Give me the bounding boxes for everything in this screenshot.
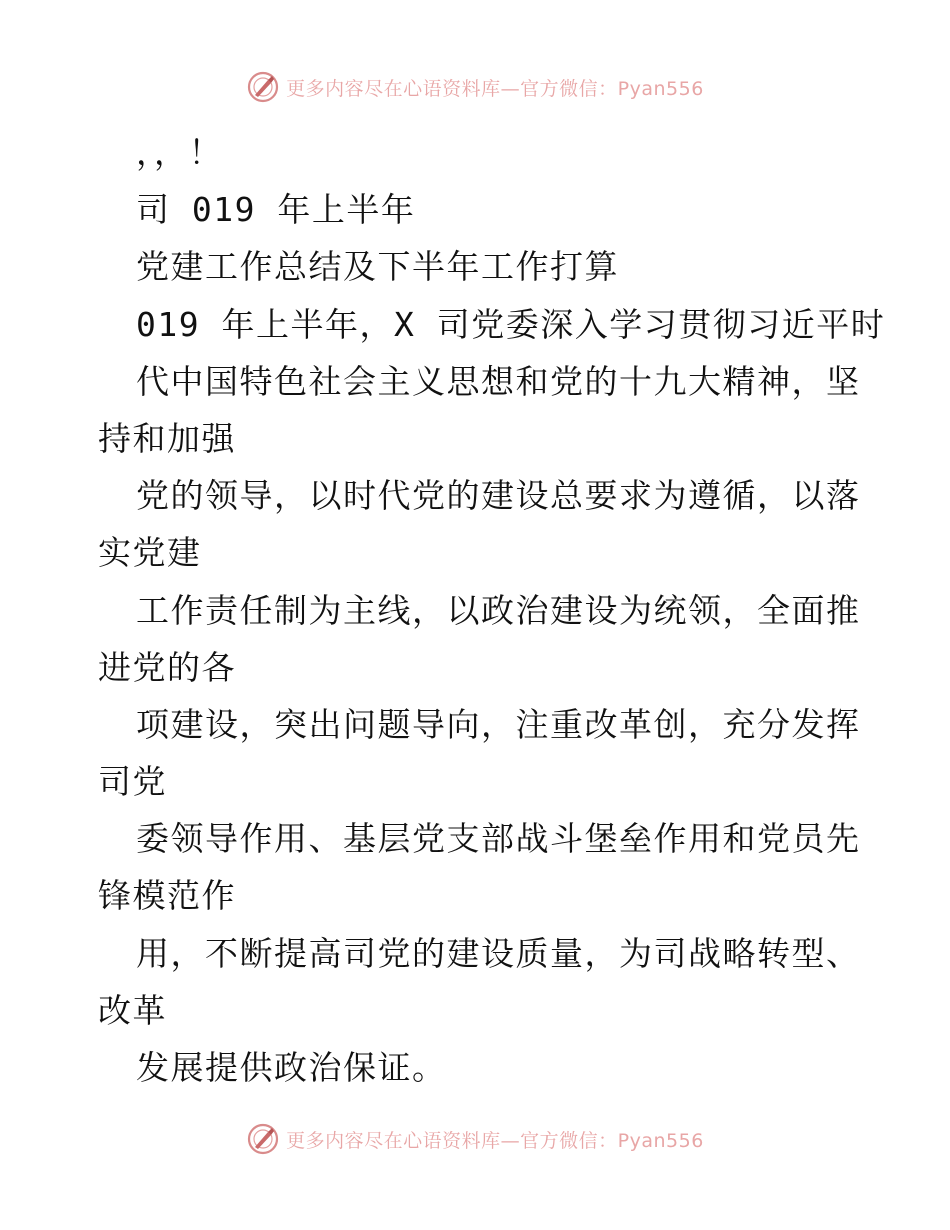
text-line: 代中国特色社会主义思想和党的十九大精神，坚 — [136, 361, 861, 401]
pen-logo-icon — [246, 1122, 280, 1156]
text-line: 委领导作用、基层党支部战斗堡垒作用和党员先 — [136, 819, 861, 859]
watermark-label: 更多内容尽在心语资料库—官方微信： — [286, 1129, 618, 1152]
watermark-wechat-id: Pyan556 — [617, 1129, 704, 1152]
text-line: 锋模范作 — [98, 876, 236, 916]
pen-logo-icon — [246, 70, 280, 104]
text-line: 项建设，突出问题导向，注重改革创，充分发挥 — [136, 704, 861, 744]
text-line: 发展提供政治保证。 — [136, 1048, 447, 1087]
document-body — [98, 124, 886, 1096]
watermark-text — [286, 74, 704, 101]
footer-watermark — [0, 1122, 950, 1156]
text-line: 持和加强 — [98, 418, 236, 458]
text-line: 工作责任制为主线，以政治建设为统领，全面推 — [136, 590, 861, 630]
text-line: 用，不断提高司党的建设质量，为司战略转型、 — [136, 933, 861, 973]
text-line: 党建工作总结及下半年工作打算 — [136, 247, 619, 287]
watermark-text — [286, 1126, 704, 1153]
text-line: 司党 — [98, 762, 167, 802]
text-line: 019 年上半年，X 司党委深入学习贯彻习近平时 — [136, 304, 886, 344]
watermark-wechat-id: Pyan556 — [617, 77, 704, 100]
header-watermark — [0, 70, 950, 104]
text-line: 司 019 年上半年 — [136, 190, 416, 230]
watermark-label: 更多内容尽在心语资料库—官方微信： — [286, 77, 618, 100]
text-line: 进党的各 — [98, 647, 236, 687]
text-line: 党的领导，以时代党的建设总要求为遵循，以落 — [136, 476, 861, 516]
text-line: 实党建 — [98, 533, 202, 573]
text-line: ，，！ — [136, 133, 223, 172]
text-line: 改革 — [98, 990, 167, 1030]
